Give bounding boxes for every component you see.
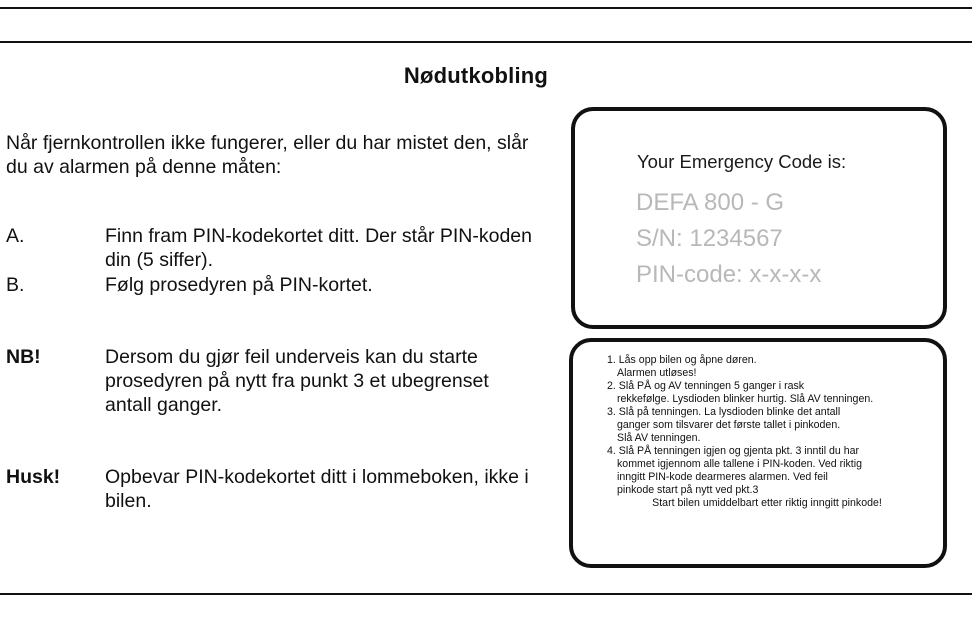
page-title: Nødutkobling (403, 63, 549, 88)
instruction-text: Dersom du gjør feil underveis kan du starte prosedyren på nytt fra punkt 3 et ubegrenset antall ganger. (105, 346, 489, 416)
instruction-text: Opbevar PIN-kodekortet ditt i lommeboken, ikke i bilen. (105, 466, 529, 512)
instruction-key: Husk! (6, 466, 61, 488)
card-serial: S/N: 1234567 (636, 225, 783, 252)
instruction-key: NB! (6, 346, 41, 368)
card-pin: PIN-code: x-x-x-x (636, 261, 822, 288)
instruction-text: Finn fram PIN-kodekortet ditt. Der står PIN-koden din (5 siffer). (105, 225, 532, 271)
emergency-code-card (571, 107, 947, 329)
step-line: 1. Lås opp bilen og åpne døren. (607, 354, 757, 366)
step-line: inngitt PIN-kode dearmeres alarmen. Ved feil (617, 471, 828, 483)
step-line: Start bilen umiddelbart etter riktig inngitt pinkode! (652, 497, 882, 509)
card-model: DEFA 800 - G (636, 189, 785, 216)
step-line: 2. Slå PÅ og AV tenningen 5 ganger i rask (607, 380, 805, 392)
procedure-steps (607, 354, 937, 510)
intro-text: Når fjernkontrollen ikke fungerer, eller du har mistet den, slår du av alarmen på denne måten: (6, 132, 529, 178)
instruction-text: Følg prosedyren på PIN-kortet. (105, 274, 373, 296)
step-line: 3. Slå på tenningen. La lysdioden blinke det antall (607, 406, 841, 418)
procedure-card (569, 338, 947, 568)
step-line: ganger som tilsvarer det første tallet i pinkoden. (617, 419, 841, 431)
step-line: pinkode start på nytt ved pkt.3 (617, 484, 759, 496)
instruction-key: A. (6, 225, 25, 247)
instruction-key: B. (6, 274, 25, 296)
top-rule (0, 7, 972, 9)
step-line: rekkefølge. Lysdioden blinker hurtig. Slå AV tenningen. (617, 393, 874, 405)
step-line: 4. Slå PÅ tenningen igjen og gjenta pkt. 3 inntil du har (607, 445, 860, 457)
step-line: Slå AV tenningen. (617, 432, 701, 444)
card-title: Your Emergency Code is: (637, 151, 847, 172)
step-line: Alarmen utløses! (617, 367, 697, 379)
step-line: kommet igjennom alle tallene i PIN-koden. Ved riktig (617, 458, 862, 470)
